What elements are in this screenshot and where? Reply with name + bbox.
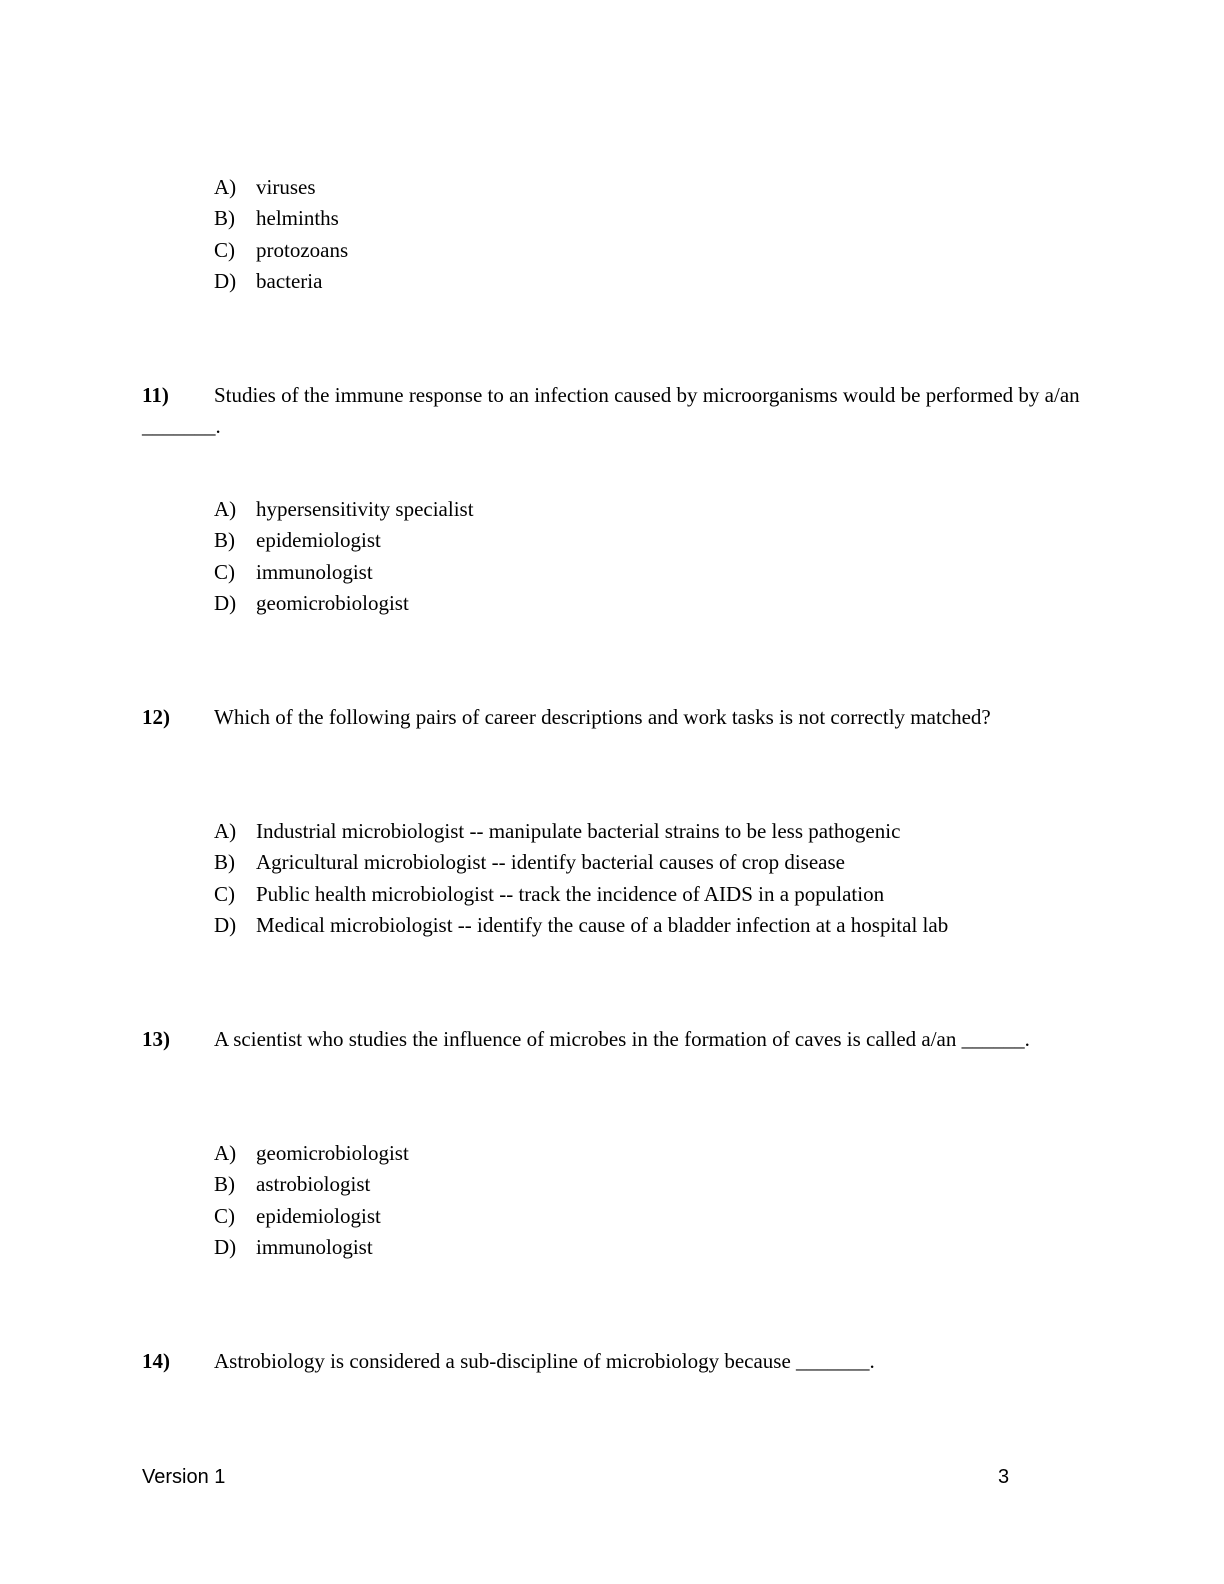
option-letter: A): [214, 175, 237, 199]
q11-options: [214, 494, 474, 620]
option-c: [214, 879, 948, 910]
option-c: [214, 557, 474, 588]
option-d: [214, 588, 474, 619]
option-letter: C): [214, 237, 235, 262]
option-text: Public health microbiologist -- track the incidence of AIDS in a population: [256, 881, 885, 906]
question-text: A scientist who studies the influence of microbes in the formation of caves is called a/an ______.: [214, 1027, 1030, 1051]
option-text: immunologist: [256, 1235, 373, 1260]
option-letter: D): [214, 591, 237, 616]
option-text: Medical microbiologist -- identify the cause of a bladder infection at a hospital lab: [256, 913, 949, 938]
option-a: [214, 816, 948, 847]
option-letter: C): [214, 559, 235, 584]
page-number: 3: [998, 1466, 1010, 1488]
option-letter: D): [214, 269, 237, 294]
option-text: hypersensitivity specialist: [256, 497, 474, 521]
option-text: protozoans: [256, 237, 349, 262]
option-b: [214, 525, 474, 556]
option-letter: A): [214, 1141, 237, 1165]
option-text: astrobiologist: [256, 1172, 371, 1197]
question-number: 11): [142, 383, 169, 407]
option-text: geomicrobiologist: [256, 591, 409, 616]
option-letter: B): [214, 528, 235, 553]
question-text: Which of the following pairs of career descriptions and work tasks is not correctly matched?: [214, 705, 991, 729]
option-b: [214, 1169, 409, 1200]
option-text: Industrial microbiologist -- manipulate bacterial strains to be less pathogenic: [256, 819, 901, 843]
option-text: bacteria: [256, 269, 323, 294]
q13-options: [214, 1138, 409, 1264]
footer-version: Version 1: [142, 1466, 226, 1488]
question-number: 14): [142, 1349, 170, 1373]
option-letter: D): [214, 913, 237, 938]
option-text: helminths: [256, 206, 339, 231]
option-text: epidemiologist: [256, 528, 381, 553]
question-12: [142, 702, 1082, 733]
option-letter: B): [214, 206, 235, 231]
option-b: [214, 847, 948, 878]
option-letter: B): [214, 850, 235, 875]
option-b: [214, 203, 348, 234]
option-d: [214, 266, 348, 297]
option-a: [214, 494, 474, 525]
option-c: [214, 1201, 409, 1232]
option-text: Agricultural microbiologist -- identify bacterial causes of crop disease: [256, 850, 845, 875]
option-a: [214, 172, 348, 203]
q12-options: [214, 816, 948, 942]
option-text: immunologist: [256, 559, 373, 584]
question-number: 12): [142, 705, 170, 729]
option-c: [214, 235, 348, 266]
question-13: [142, 1024, 1082, 1055]
option-letter: B): [214, 1172, 235, 1197]
option-text: epidemiologist: [256, 1203, 381, 1228]
option-letter: A): [214, 497, 237, 521]
question-14: [142, 1346, 1082, 1377]
option-letter: D): [214, 1235, 237, 1260]
question-11: [142, 380, 1082, 442]
option-letter: C): [214, 881, 235, 906]
option-text: geomicrobiologist: [256, 1141, 409, 1165]
question-text: Studies of the immune response to an infection caused by microorganisms would be performed by a/an _______.: [142, 383, 1080, 438]
q10-options: [214, 172, 348, 298]
option-letter: A): [214, 819, 237, 843]
option-d: [214, 910, 948, 941]
option-text: viruses: [256, 175, 316, 199]
question-number: 13): [142, 1027, 170, 1051]
option-a: [214, 1138, 409, 1169]
option-letter: C): [214, 1203, 235, 1228]
question-text: Astrobiology is considered a sub-discipline of microbiology because _______.: [214, 1349, 875, 1373]
option-d: [214, 1232, 409, 1263]
